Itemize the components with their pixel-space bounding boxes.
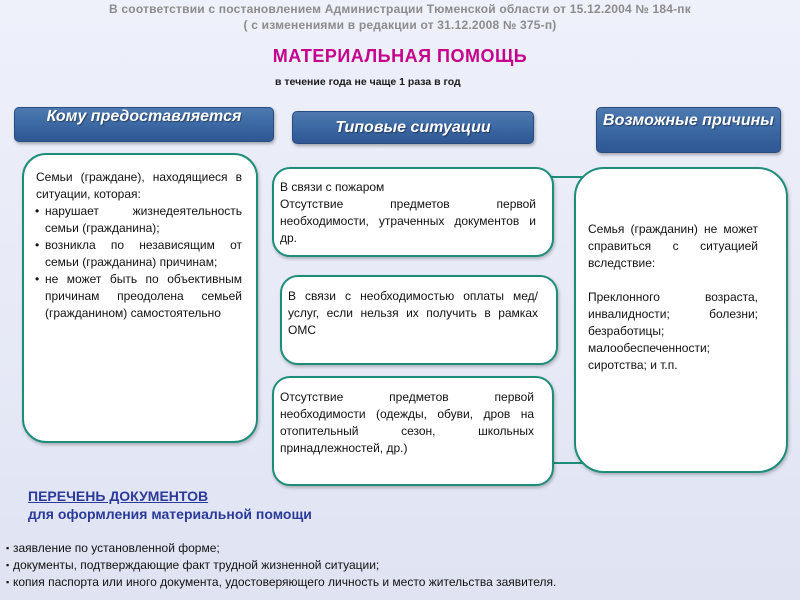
situation-box-medical [280,275,558,365]
reasons-box [574,167,788,473]
whom-box [22,153,258,443]
documents-item: ▪ заявление по установленной форме; [6,540,556,557]
reasons-list: Преклонного возраста, инвалидности; болезни; безработицы; малообеспеченности; сиротства; и т.п. [588,290,758,372]
documents-title-line-1: ПЕРЕЧЕНЬ ДОКУМЕНТОВ [28,488,209,504]
whom-intro: Семьи (граждане), находящиеся в ситуации, которая: [36,170,242,201]
header-line-2: ( с изменениями в редакции от 31.12.2008 № 375-п) [243,18,557,32]
whom-item: • не может быть по объективным причинам преодолена семьей (гражданином) самостоятельно [36,271,242,322]
whom-item: • возникла по независящим от семьи (гражданина) причинам; [36,237,242,271]
documents-item: ▪ документы, подтверждающие факт трудной жизненной ситуации; [6,557,556,574]
situation-box-fire [272,167,554,257]
documents-item: ▪ копия паспорта или иного документа, удостоверяющего личность и место жительства заявителя. [6,574,556,591]
situation-fire-text: Отсутствие предметов первой необходимости, утраченных документов и др. [280,197,536,245]
page-subtitle: в течение года не чаще 1 раза в год [275,76,461,88]
documents-list [6,540,556,591]
reasons-intro: Семья (гражданин) не может справиться с ситуацией вследствие: [588,222,758,270]
situation-fire-heading: В связи с пожаром [280,180,385,194]
header-line-1: В соответствии с постановлением Администрации Тюменской области от 15.12.2004 № 184-пк [109,2,691,16]
page-title: МАТЕРИАЛЬНАЯ ПОМОЩЬ [272,46,528,66]
situation-box-necessities [272,376,554,486]
whom-item: • нарушает жизнедеятельность семьи (гражданина); [36,203,242,237]
documents-title-line-2: для оформления материальной помощи [28,506,312,522]
column-header-whom: Кому предоставляется [14,107,274,142]
column-header-reasons: Возможные причины [596,107,781,153]
situation-necessities-text: Отсутствие предметов первой необходимости (одежды, обуви, дров на отопительный сезон, школьных принадлежностей, др.) [280,390,534,455]
situation-medical-text: В связи с необходимостью оплаты мед/услуг, если нельзя их получить в рамках ОМС [288,289,538,337]
documents-title [28,488,312,522]
column-header-situations: Типовые ситуации [292,111,534,144]
